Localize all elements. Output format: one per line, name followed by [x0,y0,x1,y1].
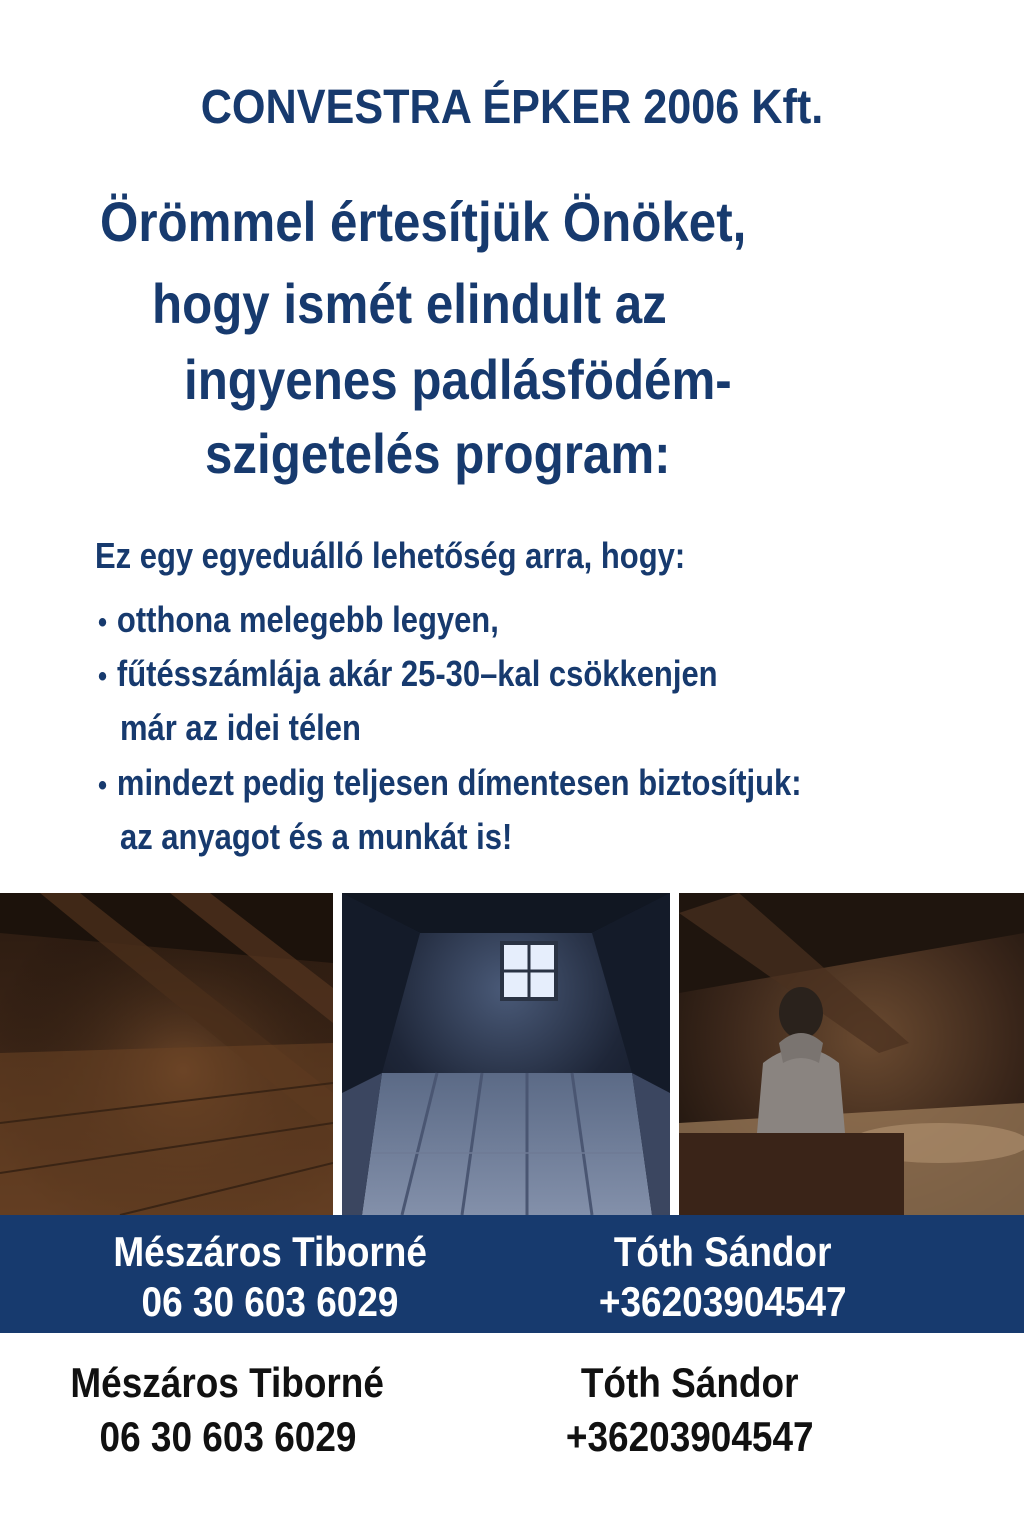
attic-window-insulation-image [342,893,670,1215]
headline [0,190,1024,485]
company-name: CONVESTRA ÉPKER 2006 Kft. [200,81,824,134]
list-item-continuation [120,813,512,861]
headline-line-3: ingyenes padlásfödém- [184,348,732,411]
bullet-text: az anyagot és a munkát is! [120,816,513,857]
contact-card [40,1227,500,1327]
headline-line-4: szigetelés program: [205,422,671,485]
list-item [98,650,718,701]
contact-phone[interactable]: +36203904547 [566,1413,814,1460]
contact-phone[interactable]: 06 30 603 6029 [99,1413,356,1460]
bullet-icon: • [98,606,108,639]
contact-card [0,1356,455,1464]
bullet-text: fűtésszámlája akár 25-30–kal csökkenjen [116,653,718,694]
contact-name: Tóth Sándor [581,1359,799,1406]
photo-strip [0,893,1024,1215]
contact-name: Tóth Sándor [613,1228,832,1275]
contact-card [465,1356,915,1464]
list-item [98,759,802,810]
contact-phone[interactable]: 06 30 603 6029 [141,1278,399,1325]
bullet-text: már az idei télen [120,707,361,748]
contact-name: Mészáros Tiborné [113,1228,427,1275]
list-item [98,596,499,647]
bullet-icon: • [98,660,108,693]
list-item-continuation [120,704,361,752]
attic-person-image [679,893,1024,1215]
intro-text: Ez egy egyeduálló lehetőség arra, hogy: [95,535,686,576]
headline-line-1: Örömmel értesítjük Önöket, [100,190,747,253]
contact-phone[interactable]: +36203904547 [598,1278,847,1325]
bullet-icon: • [98,769,108,802]
bullet-text: otthona melegebb legyen, [116,599,499,640]
contact-card [500,1227,945,1327]
contact-band [0,1215,1024,1333]
bullet-text: mindezt pedig teljesen dímentesen biztosítjuk: [116,762,802,803]
contact-name: Mészáros Tiborné [70,1359,385,1406]
attic-empty-image [0,893,333,1215]
headline-line-2: hogy ismét elindult az [152,272,667,335]
